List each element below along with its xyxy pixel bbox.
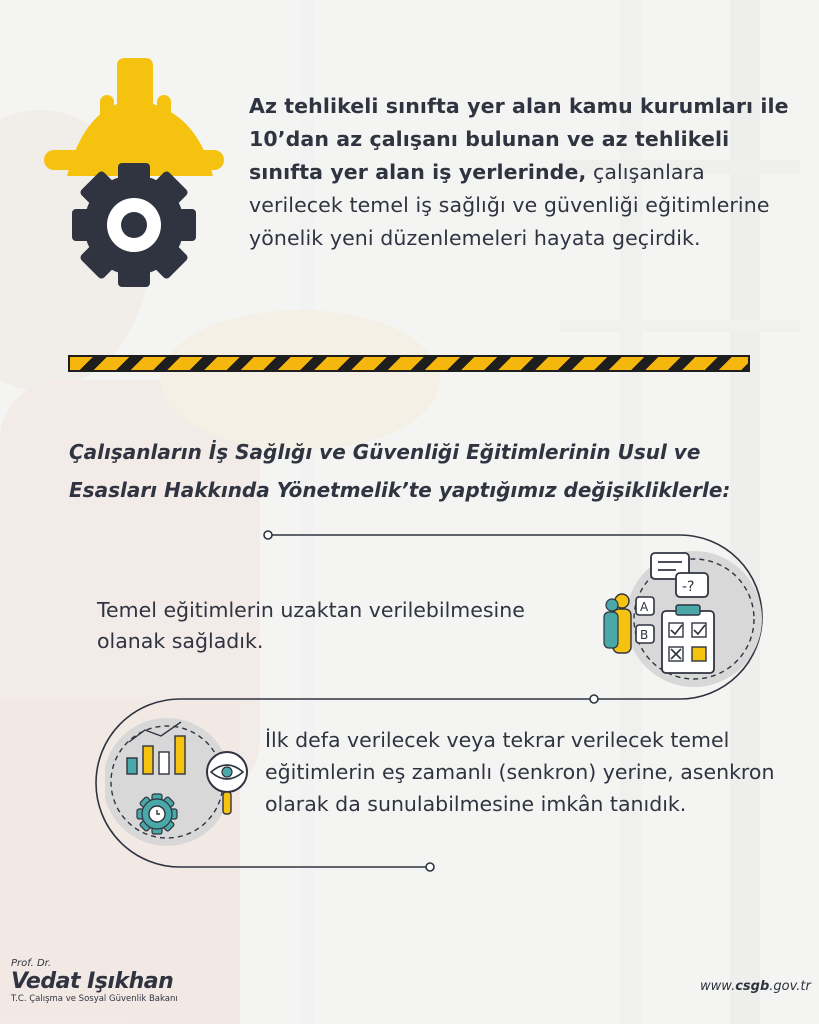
bullet-async-training: İlk defa verilecek veya tekrar verilecek temel eğitimlerin eş zamanlı (senkron) yerine, asenkron olarak da sunulabilmesine imkân tanıdık. bbox=[265, 728, 775, 816]
remote-training-quiz-icon bbox=[596, 545, 766, 690]
website-prefix: www. bbox=[700, 979, 736, 994]
signature-role: T.C. Çalışma ve Sosyal Güvenlik Bakanı bbox=[11, 994, 178, 1004]
option-a-label: A bbox=[640, 600, 649, 614]
intro-bold-text: Az tehlikeli sınıfta yer alan kamu kurumları ile 10’dan az çalışanı bulunan ve az tehlikeli sınıfta yer alan iş yerlerinde, bbox=[249, 94, 789, 184]
minister-signature bbox=[11, 958, 211, 1005]
bullet-remote-training: Temel eğitimlerin uzaktan verilebilmesine olanak sağladık. bbox=[97, 598, 525, 653]
svg-text:-?: -? bbox=[682, 579, 695, 595]
website-link[interactable] bbox=[700, 979, 810, 994]
website-domain: csgb bbox=[735, 979, 770, 994]
signature-name: Vedat Işıkhan bbox=[11, 969, 174, 994]
website-suffix: .gov.tr bbox=[769, 979, 811, 994]
signature-title: Prof. Dr. bbox=[11, 958, 52, 969]
analytics-gear-eye-icon bbox=[105, 712, 255, 852]
option-b-label: B bbox=[640, 628, 649, 642]
regulation-subtitle: Çalışanların İş Sağlığı ve Güvenliği Eğitimlerinin Usul ve Esasları Hakkında Yönetmelik’te yaptığımız değişikliklerle: bbox=[69, 440, 731, 502]
intro-regular-text: çalışanlara verilecek temel iş sağlığı ve güvenliği eğitimlerine yönelik yeni düzenlemeleri hayata geçirdik. bbox=[249, 160, 770, 250]
